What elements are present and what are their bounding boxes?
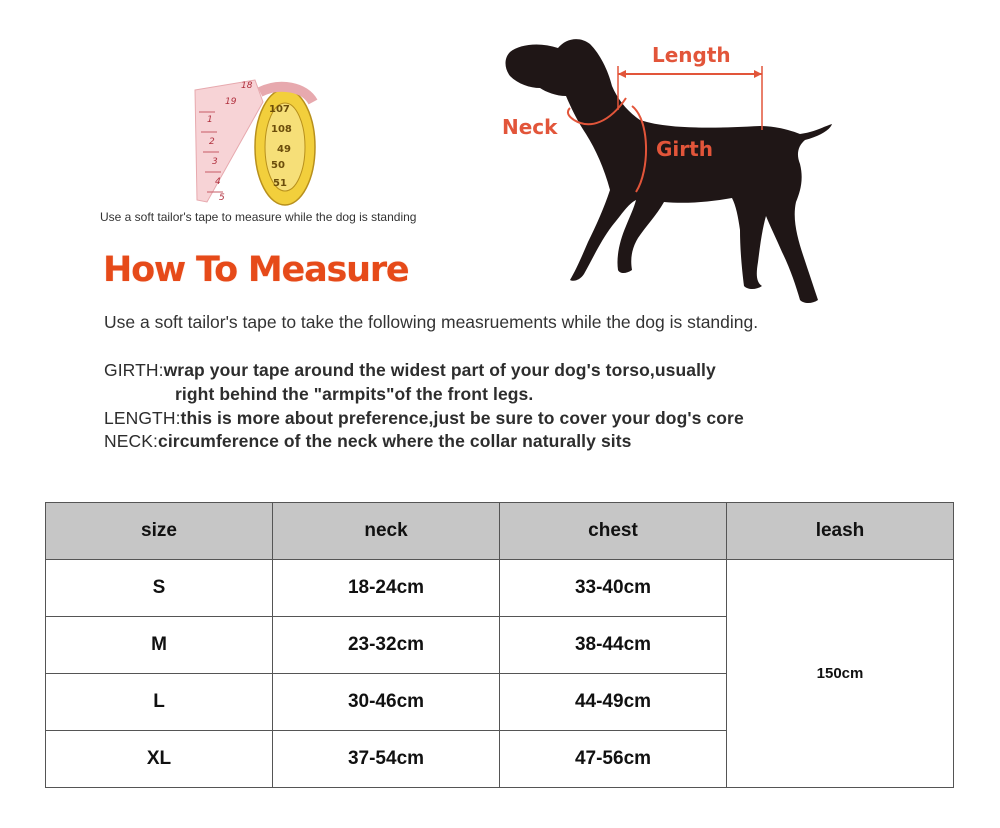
instruction-term: NECK: bbox=[104, 431, 158, 451]
tape-mark: 1 bbox=[207, 115, 213, 125]
length-instruction bbox=[104, 408, 744, 429]
instruction-text: this is more about preference,just be sure to cover your dog's core bbox=[180, 408, 744, 428]
instruction-text: wrap your tape around the widest part of your dog's torso,usually bbox=[163, 360, 716, 380]
header-size: size bbox=[46, 503, 273, 560]
neck-label: Neck bbox=[502, 115, 558, 139]
size-chart-table bbox=[45, 502, 954, 788]
girth-instruction-continued bbox=[175, 384, 533, 405]
tape-mark: 4 bbox=[215, 177, 221, 187]
tape-mark: 49 bbox=[277, 144, 291, 155]
tape-mark: 2 bbox=[209, 137, 215, 147]
table-header-row bbox=[46, 503, 954, 560]
header-neck: neck bbox=[273, 503, 500, 560]
girth-label: Girth bbox=[656, 137, 713, 161]
instruction-term: LENGTH: bbox=[104, 408, 181, 428]
instruction-text: circumference of the neck where the collar naturally sits bbox=[157, 431, 632, 451]
cell-neck: 23-32cm bbox=[273, 617, 500, 674]
tape-mark: 108 bbox=[271, 124, 292, 135]
tape-mark: 19 bbox=[225, 97, 237, 107]
tape-mark: 3 bbox=[212, 157, 218, 167]
header-leash: leash bbox=[727, 503, 954, 560]
cell-size: S bbox=[46, 560, 273, 617]
cell-neck: 30-46cm bbox=[273, 674, 500, 731]
tape-measure-icon bbox=[185, 72, 325, 212]
tape-mark: 50 bbox=[271, 160, 285, 171]
intro-text: Use a soft tailor's tape to take the following measruements while the dog is standing. bbox=[104, 312, 759, 332]
girth-instruction bbox=[104, 360, 716, 381]
cell-leash: 150cm bbox=[727, 560, 954, 788]
instruction-term: GIRTH: bbox=[104, 360, 164, 380]
tape-mark: 5 bbox=[219, 193, 225, 203]
tape-mark: 107 bbox=[269, 104, 290, 115]
cell-neck: 37-54cm bbox=[273, 731, 500, 788]
length-label: Length bbox=[652, 43, 731, 67]
tape-mark: 18 bbox=[241, 81, 253, 91]
dog-silhouette-icon bbox=[500, 30, 845, 310]
tape-caption: Use a soft tailor's tape to measure while the dog is standing bbox=[100, 210, 417, 224]
neck-instruction bbox=[104, 431, 632, 452]
cell-neck: 18-24cm bbox=[273, 560, 500, 617]
cell-chest: 44-49cm bbox=[500, 674, 727, 731]
tape-mark: 51 bbox=[273, 178, 287, 189]
table-row bbox=[46, 560, 954, 617]
cell-chest: 33-40cm bbox=[500, 560, 727, 617]
header-chest: chest bbox=[500, 503, 727, 560]
instruction-text: right behind the "armpits"of the front legs. bbox=[175, 384, 534, 404]
page-title: How To Measure bbox=[103, 250, 409, 290]
cell-chest: 47-56cm bbox=[500, 731, 727, 788]
cell-size: M bbox=[46, 617, 273, 674]
cell-size: L bbox=[46, 674, 273, 731]
cell-chest: 38-44cm bbox=[500, 617, 727, 674]
cell-size: XL bbox=[46, 731, 273, 788]
